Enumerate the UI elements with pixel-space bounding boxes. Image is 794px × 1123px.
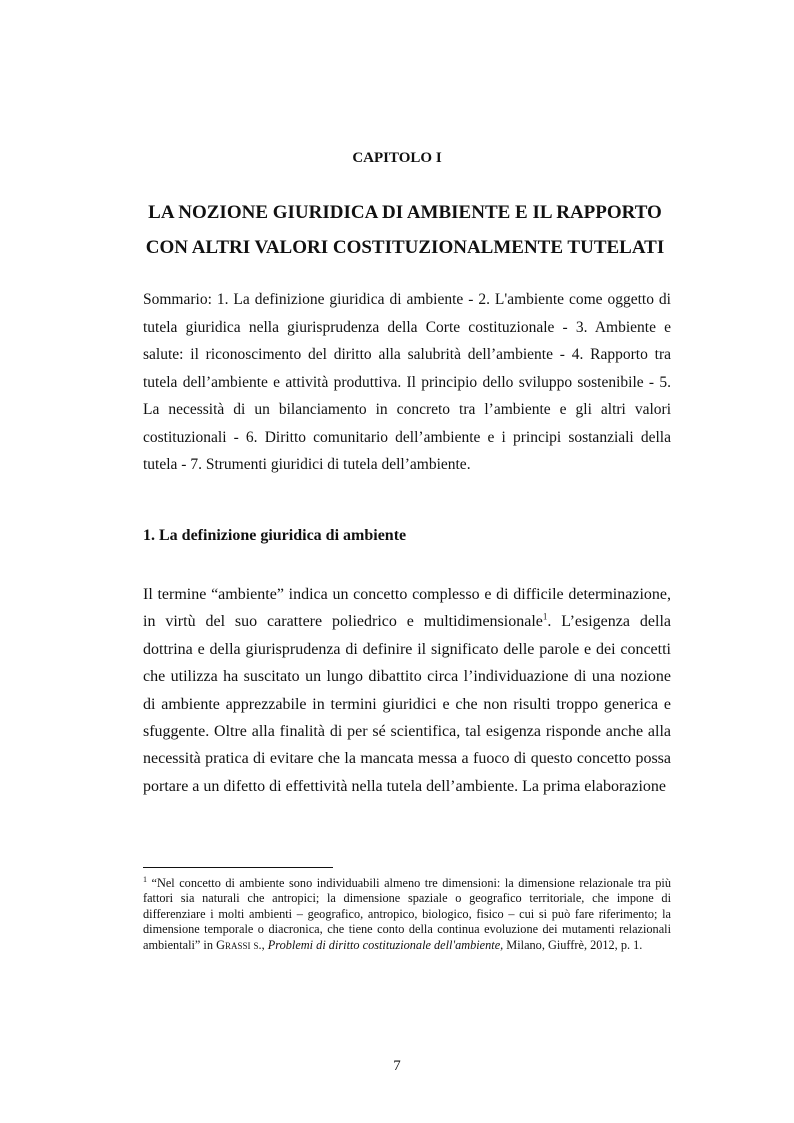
page-number: 7: [393, 1058, 401, 1074]
footnote-number: 1: [143, 874, 147, 884]
section-heading: 1. La definizione giuridica di ambiente: [143, 527, 407, 544]
footnote-author: Grassi s.: [216, 937, 262, 952]
footnote-reference: 1: [542, 612, 548, 623]
footnote: [143, 876, 671, 953]
footnote-separator-text: ,: [261, 937, 268, 952]
footnote-book-title: Problemi di diritto costituzionale dell'ambiente,: [267, 937, 504, 952]
footnote-publication: Milano, Giuffrè, 2012, p. 1.: [503, 937, 643, 952]
chapter-label: CAPITOLO I: [352, 150, 442, 166]
body-paragraph: [143, 581, 671, 800]
chapter-summary: Sommario: 1. La definizione giuridica di ambiente - 2. L'ambiente come oggetto di tutela giuridica nella giurisprudenza della Corte costituzionale - 3. Ambiente e salute: il riconoscimento del diritto alla salubrità dell’ambiente - 4. Rapporto tra tutela dell’ambiente e attività produttiva. Il principio dello sviluppo sostenibile - 5. La necessità di un bilanciamento in concreto tra l’ambiente e gli altri valori costituzionali - 6. Diritto comunitario dell’ambiente e i principi sostanziali della tutela - 7. Strumenti giuridici di tutela dell’ambiente.: [143, 291, 671, 473]
footnote-separator: [143, 867, 333, 868]
chapter-title: LA NOZIONE GIURIDICA DI AMBIENTE E IL RAPPORTO CON ALTRI VALORI COSTITUZIONALMENTE TUTELATI: [145, 202, 665, 258]
footnote-text: “Nel concetto di ambiente sono individuabili almeno tre dimensioni: la dimensione relazionale tra più fattori sia naturali che antropici; la dimensione spaziale o geografico territoriale, che impone di differenziare i molti ambienti – geografico, antropico, biologico, fisico – cui si può fare riferimento; la dimensione temporale o diacronica, che tiene conto della continua evoluzione dei mutamenti relazionali ambientali” in: [143, 876, 671, 952]
paragraph-text-part2: . L’esigenza della dottrina e della giurisprudenza di definire il significato delle parole e dei concetti che utilizza ha suscitato un lungo dibattito circa l’individuazione di una nozione di ambiente apprezzabile in termini giuridici e che non risulti troppo generica e sfuggente. Oltre alla finalità di per sé scientifica, tal esigenza risponde anche alla necessità pratica di evitare che la mancata messa a fuoco di questo concetto possa portare a un difetto di effettività nella tutela dell’ambiente. La prima elaborazione: [143, 613, 671, 795]
paragraph-text-part1: Il termine “ambiente” indica un concetto complesso e di difficile determinazione, in virtù del suo carattere poliedrico e multidimensionale: [143, 586, 671, 631]
